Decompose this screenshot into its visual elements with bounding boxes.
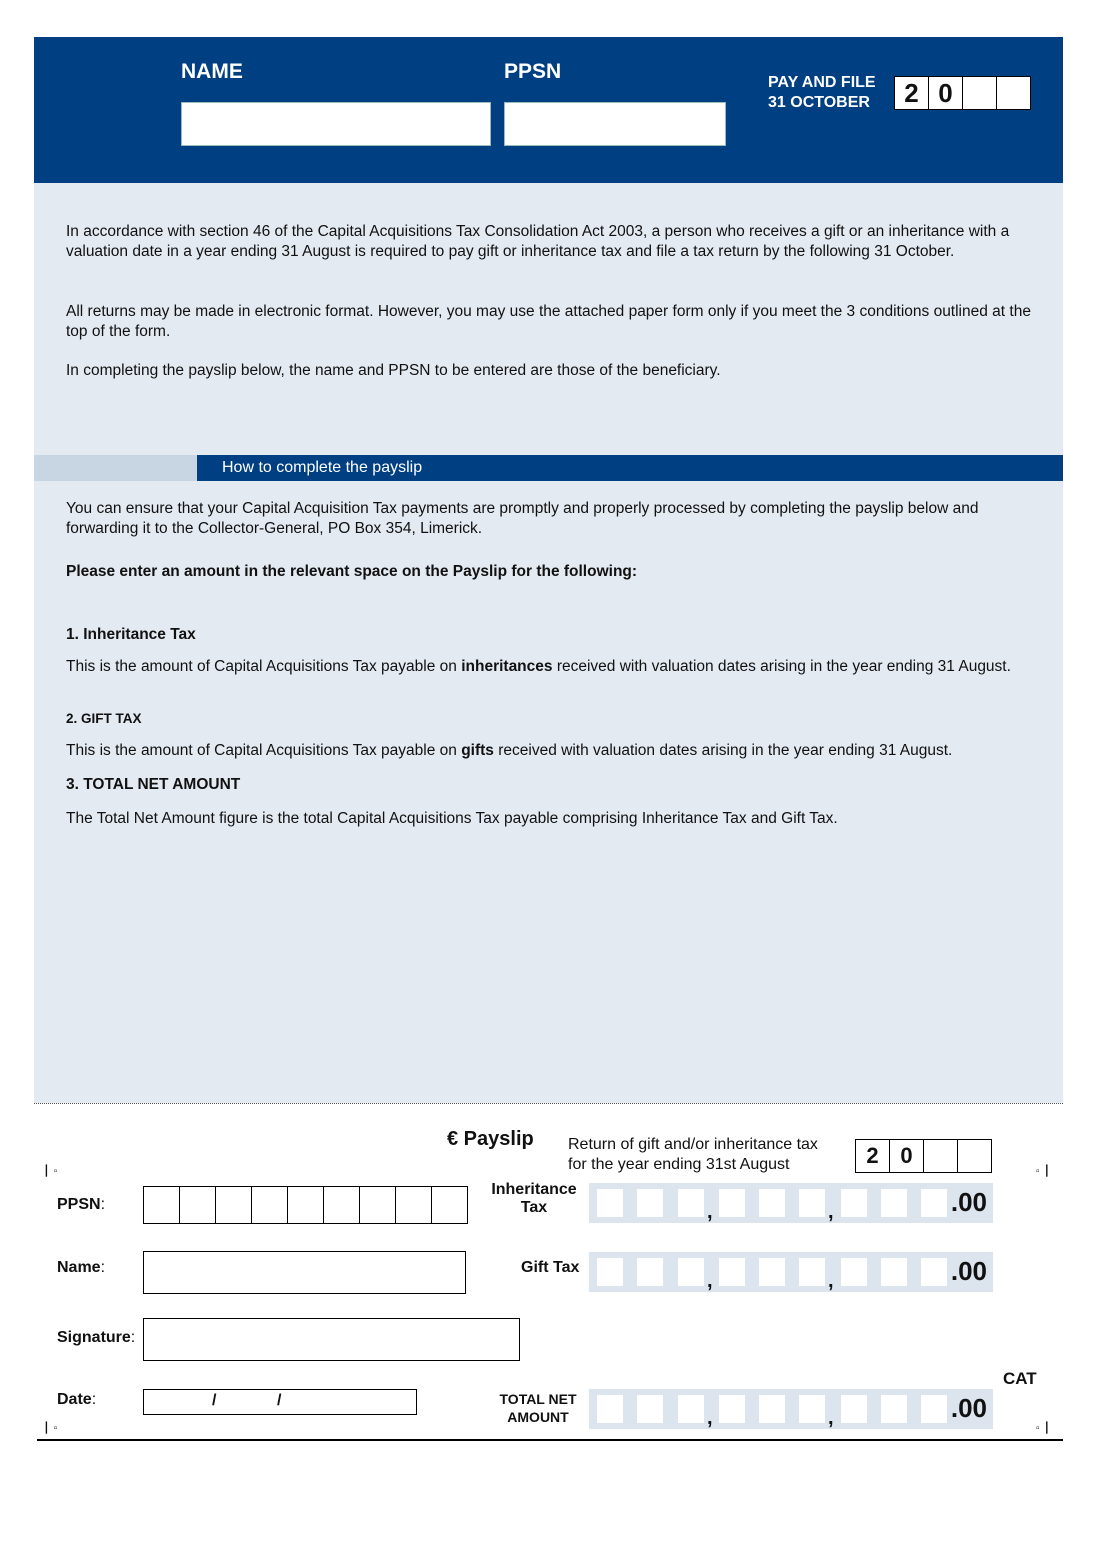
total-net-amount[interactable]	[589, 1389, 993, 1429]
header-name-field[interactable]	[181, 102, 491, 146]
amount-digit-box[interactable]	[597, 1189, 623, 1217]
item2-text	[66, 741, 1041, 761]
date-input[interactable]	[143, 1389, 417, 1415]
name-input[interactable]	[143, 1251, 466, 1294]
item2-text-pre: This is the amount of Capital Acquisitions Tax payable on	[66, 742, 462, 759]
total-label-line2: AMOUNT	[507, 1409, 569, 1425]
year-digit[interactable]: 2	[895, 77, 929, 109]
date-separator: /	[212, 1392, 217, 1409]
year-digit[interactable]	[958, 1140, 991, 1172]
amount-comma: ,	[828, 1201, 834, 1223]
item1-text-pre: This is the amount of Capital Acquisitions Tax payable on	[66, 658, 462, 675]
amount-digit-box[interactable]	[637, 1189, 663, 1217]
ppsn-digit-box[interactable]	[144, 1187, 180, 1223]
amount-comma: ,	[828, 1407, 834, 1429]
amount-digit-box[interactable]	[799, 1395, 825, 1423]
payslip-year-box[interactable]	[855, 1139, 992, 1173]
inheritance-tax-amount[interactable]	[589, 1183, 993, 1223]
ppsn-digit-box[interactable]	[288, 1187, 324, 1223]
header-ppsn-label: PPSN	[504, 60, 562, 83]
item2-title: 2. GIFT TAX	[66, 711, 142, 726]
amount-digit-box[interactable]	[719, 1258, 745, 1286]
amount-comma: ,	[707, 1407, 713, 1429]
intro-paragraph-1: In accordance with section 46 of the Capital Acquisitions Tax Consolidation Act 2003, a person who receives a gift or an inheritance with a valuation date in a year ending 31 August is required to pay gift or inheritance tax and file a tax return by the following 31 October.	[66, 223, 1010, 260]
amount-digit-box[interactable]	[759, 1189, 785, 1217]
ppsn-label-text: PPSN	[57, 1196, 101, 1213]
total-label-line1: TOTAL NET	[499, 1391, 577, 1407]
ppsn-digit-box[interactable]	[396, 1187, 432, 1223]
item2-text-post: received with valuation dates arising in the year ending 31 August.	[493, 742, 953, 759]
amount-digit-box[interactable]	[881, 1258, 907, 1286]
date-separator: /	[277, 1392, 282, 1409]
ppsn-digit-box[interactable]	[432, 1187, 467, 1223]
year-digit[interactable]: 0	[929, 77, 963, 109]
amount-digit-box[interactable]	[841, 1395, 867, 1423]
pay-and-file-label	[768, 73, 876, 113]
signature-input[interactable]	[143, 1318, 520, 1361]
howto-paragraph: You can ensure that your Capital Acquisition Tax payments are promptly and properly processed by completing the payslip below and forwarding it to the Collector-General, PO Box 354, Limerick.	[66, 500, 979, 537]
registration-mark-icon: ▏▫	[46, 1166, 58, 1177]
ppsn-digit-box[interactable]	[360, 1187, 396, 1223]
year-digit[interactable]	[924, 1140, 958, 1172]
date-label-text: Date	[57, 1391, 92, 1408]
item1-text	[66, 657, 1026, 677]
item2-text-bold: gifts	[461, 742, 494, 759]
amount-digit-box[interactable]	[678, 1395, 704, 1423]
inheritance-label-line2: Tax	[520, 1199, 548, 1216]
amount-digit-box[interactable]	[597, 1258, 623, 1286]
payslip-return-text	[568, 1135, 818, 1175]
howto-section-title: How to complete the payslip	[197, 455, 1063, 481]
amount-digit-box[interactable]	[719, 1395, 745, 1423]
amount-comma: ,	[707, 1270, 713, 1292]
ppsn-digit-box[interactable]	[324, 1187, 360, 1223]
total-net-amount-label	[492, 1390, 584, 1426]
amount-digit-box[interactable]	[881, 1189, 907, 1217]
cat-label: CAT	[1003, 1369, 1037, 1388]
amount-digit-box[interactable]	[921, 1189, 947, 1217]
amount-digit-box[interactable]	[597, 1395, 623, 1423]
item1-text-post: received with valuation dates arising in the year ending 31 August.	[552, 658, 1011, 675]
registration-mark-icon: ▏▫	[46, 1423, 58, 1434]
year-digit[interactable]	[997, 77, 1030, 109]
tear-off-line	[34, 1103, 1063, 1104]
item3-title: 3. TOTAL NET AMOUNT	[66, 776, 241, 793]
date-label	[57, 1391, 96, 1409]
header-year-box[interactable]	[894, 76, 1031, 110]
pay-and-file-line2: 31 OCTOBER	[768, 94, 870, 111]
amount-decimal: .00	[950, 1393, 987, 1423]
amount-decimal: .00	[950, 1187, 987, 1217]
ppsn-digit-box[interactable]	[180, 1187, 216, 1223]
header-name-label: NAME	[181, 60, 243, 83]
payslip-bottom-rule	[37, 1439, 1063, 1441]
ppsn-label	[57, 1196, 105, 1214]
inheritance-tax-label	[488, 1181, 580, 1217]
header-ppsn-field[interactable]	[504, 102, 726, 146]
registration-mark-icon: ▫▕	[1036, 1423, 1048, 1434]
amount-digit-box[interactable]	[799, 1258, 825, 1286]
ppsn-input-boxes[interactable]	[143, 1186, 468, 1224]
amount-digit-box[interactable]	[637, 1258, 663, 1286]
amount-digit-box[interactable]	[678, 1189, 704, 1217]
signature-label-text: Signature	[57, 1329, 131, 1346]
pay-and-file-line1: PAY AND FILE	[768, 74, 876, 91]
amount-digit-box[interactable]	[759, 1258, 785, 1286]
year-digit[interactable]: 2	[856, 1140, 890, 1172]
payslip-title: € Payslip	[447, 1128, 534, 1150]
amount-digit-box[interactable]	[841, 1258, 867, 1286]
amount-digit-box[interactable]	[921, 1395, 947, 1423]
name-label	[57, 1259, 105, 1277]
amount-digit-box[interactable]	[678, 1258, 704, 1286]
year-digit[interactable]	[963, 77, 997, 109]
intro-paragraph-3: In completing the payslip below, the name and PPSN to be entered are those of the beneficiary.	[66, 362, 721, 379]
intro-paragraph-2: All returns may be made in electronic format. However, you may use the attached paper form only if you meet the 3 conditions outlined at the top of the form.	[66, 303, 1031, 340]
amount-digit-box[interactable]	[719, 1189, 745, 1217]
payslip-return-line1: Return of gift and/or inheritance tax	[568, 1136, 818, 1153]
signature-colon: :	[130, 1329, 136, 1346]
amount-comma: ,	[828, 1270, 834, 1292]
gift-tax-label: Gift Tax	[521, 1259, 580, 1276]
inheritance-label-line1: Inheritance	[491, 1181, 577, 1198]
name-colon: :	[100, 1259, 106, 1276]
payslip-return-line2: for the year ending 31st August	[568, 1156, 790, 1173]
amount-decimal: .00	[950, 1256, 987, 1286]
signature-label	[57, 1329, 135, 1347]
year-digit[interactable]: 0	[890, 1140, 924, 1172]
amount-digit-box[interactable]	[881, 1395, 907, 1423]
amount-digit-box[interactable]	[759, 1395, 785, 1423]
gift-tax-amount[interactable]	[589, 1252, 993, 1292]
amount-digit-box[interactable]	[637, 1395, 663, 1423]
item1-text-bold: inheritances	[461, 658, 553, 675]
item3-text: The Total Net Amount figure is the total Capital Acquisitions Tax payable comprising Inheritance Tax and Gift Tax.	[66, 810, 838, 827]
amount-digit-box[interactable]	[799, 1189, 825, 1217]
name-label-text: Name	[57, 1259, 101, 1276]
howto-instruction: Please enter an amount in the relevant space on the Payslip for the following:	[66, 563, 638, 580]
ppsn-digit-box[interactable]	[216, 1187, 252, 1223]
registration-mark-icon: ▫▕	[1036, 1166, 1048, 1177]
amount-digit-box[interactable]	[921, 1258, 947, 1286]
amount-comma: ,	[707, 1201, 713, 1223]
date-colon: :	[91, 1391, 97, 1408]
amount-digit-box[interactable]	[841, 1189, 867, 1217]
ppsn-digit-box[interactable]	[252, 1187, 288, 1223]
ppsn-colon: :	[100, 1196, 106, 1213]
item1-title: 1. Inheritance Tax	[66, 626, 196, 643]
section-bar-left	[34, 455, 197, 481]
